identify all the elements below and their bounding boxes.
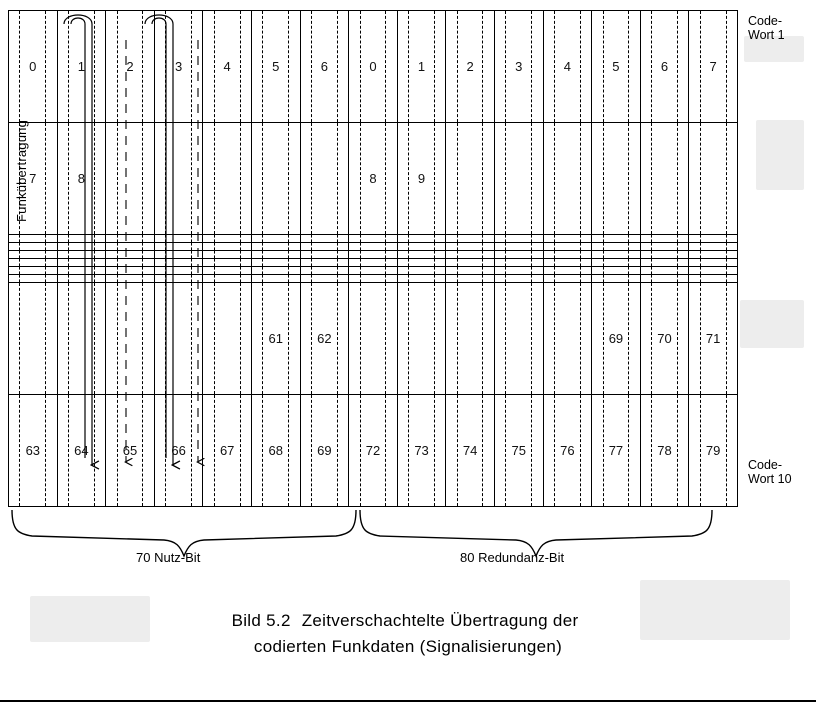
table-row [9,243,738,251]
vertical-axis-label: Funkübertragung [14,119,29,222]
cell-l-1-6 [300,123,349,235]
cell-l-1-4 [203,123,252,235]
cell-l-5-3 [154,259,203,267]
cell-l-8-0 [9,283,58,395]
cell-r-2-7 [689,235,738,243]
cell-r-3-5 [592,243,641,251]
table-row [9,235,738,243]
cell-l-1-5 [251,123,300,235]
cell-l-9-0: 63 [9,395,58,507]
table-row [9,251,738,259]
caption-line-2: codierten Funkdaten (Signalisierungen) [253,637,563,657]
cell-r-9-2: 74 [446,395,495,507]
code-word-bottom-label [748,458,792,487]
cell-r-3-7 [689,243,738,251]
brace-right-caption: 80 Redundanz-Bit [460,550,565,565]
cell-r-7-6 [640,275,689,283]
cell-r-1-4 [543,123,592,235]
cell-l-6-1 [57,267,106,275]
cell-r-0-1: 1 [397,11,446,123]
table-row [9,259,738,267]
cell-r-8-3 [494,283,543,395]
cell-l-0-0: 0 [9,11,58,123]
cell-r-4-5 [592,251,641,259]
cell-r-0-5: 5 [592,11,641,123]
cell-r-9-4: 76 [543,395,592,507]
cell-r-1-3 [494,123,543,235]
cell-l-3-4 [203,243,252,251]
cell-r-0-6: 6 [640,11,689,123]
cell-l-5-1 [57,259,106,267]
cell-r-1-7 [689,123,738,235]
cell-r-7-4 [543,275,592,283]
cell-r-8-1 [397,283,446,395]
cell-l-9-1: 64 [57,395,106,507]
table-row [9,123,738,235]
cell-r-2-5 [592,235,641,243]
cell-r-7-5 [592,275,641,283]
cell-l-0-3: 3 [154,11,203,123]
cell-l-4-1 [57,251,106,259]
cell-l-2-6 [300,235,349,243]
cell-l-8-6: 62 [300,283,349,395]
cell-l-0-1: 1 [57,11,106,123]
cell-l-6-2 [106,267,155,275]
cell-r-1-2 [446,123,495,235]
cell-l-7-6 [300,275,349,283]
cell-r-2-6 [640,235,689,243]
cell-l-2-5 [251,235,300,243]
cell-r-5-2 [446,259,495,267]
cell-r-6-0 [349,267,398,275]
scan-speckle [756,120,804,190]
cell-r-0-2: 2 [446,11,495,123]
cell-r-3-2 [446,243,495,251]
cell-l-3-1 [57,243,106,251]
cell-r-3-3 [494,243,543,251]
cell-l-6-3 [154,267,203,275]
cell-l-7-3 [154,275,203,283]
cell-r-2-1 [397,235,446,243]
cell-l-4-6 [300,251,349,259]
cell-r-7-3 [494,275,543,283]
cell-l-2-4 [203,235,252,243]
cell-r-1-0: 8 [349,123,398,235]
cell-l-3-2 [106,243,155,251]
brace-svg [8,508,748,578]
cell-l-9-3: 66 [154,395,203,507]
cell-r-9-5: 77 [592,395,641,507]
cell-r-9-7: 79 [689,395,738,507]
cell-l-2-2 [106,235,155,243]
cell-l-1-2 [106,123,155,235]
cell-r-3-1 [397,243,446,251]
cell-r-7-0 [349,275,398,283]
cell-r-4-0 [349,251,398,259]
cell-l-4-4 [203,251,252,259]
cell-r-0-3: 3 [494,11,543,123]
cell-r-6-2 [446,267,495,275]
cell-l-3-3 [154,243,203,251]
cell-r-2-2 [446,235,495,243]
cell-r-6-7 [689,267,738,275]
cell-l-6-6 [300,267,349,275]
cell-l-0-4: 4 [203,11,252,123]
cell-l-0-5: 5 [251,11,300,123]
cell-l-7-0 [9,275,58,283]
cell-r-0-0: 0 [349,11,398,123]
cell-r-9-6: 78 [640,395,689,507]
cell-l-9-5: 68 [251,395,300,507]
cell-l-2-3 [154,235,203,243]
caption-text-1: Zeitverschachtelte Übertragung der [301,611,579,630]
cell-r-9-0: 72 [349,395,398,507]
cell-r-6-1 [397,267,446,275]
cell-r-5-5 [592,259,641,267]
caption-line-1 [0,608,816,634]
cell-r-7-2 [446,275,495,283]
cell-r-3-4 [543,243,592,251]
cell-l-2-1 [57,235,106,243]
cell-r-4-4 [543,251,592,259]
cell-r-4-2 [446,251,495,259]
cell-r-1-5 [592,123,641,235]
cell-l-8-2 [106,283,155,395]
cell-l-5-6 [300,259,349,267]
table-row [9,283,738,395]
cell-l-3-5 [251,243,300,251]
cell-r-9-1: 73 [397,395,446,507]
grid-table [8,10,738,507]
cell-r-5-4 [543,259,592,267]
cell-l-3-0 [9,243,58,251]
cell-l-8-4 [203,283,252,395]
code-word-top-label [748,14,785,43]
cell-l-5-0 [9,259,58,267]
cell-r-1-1: 9 [397,123,446,235]
cell-l-6-5 [251,267,300,275]
cell-r-3-6 [640,243,689,251]
cell-r-9-3: 75 [494,395,543,507]
cell-r-4-7 [689,251,738,259]
cell-r-4-6 [640,251,689,259]
cell-r-5-7 [689,259,738,267]
cell-r-6-6 [640,267,689,275]
scan-speckle [740,300,804,348]
cell-r-2-0 [349,235,398,243]
cell-l-4-2 [106,251,155,259]
page-bottom-rule [0,700,816,702]
cell-r-7-7 [689,275,738,283]
cell-l-9-4: 67 [203,395,252,507]
cell-r-8-4 [543,283,592,395]
cell-l-4-3 [154,251,203,259]
cell-l-0-2: 2 [106,11,155,123]
cell-r-5-0 [349,259,398,267]
cell-l-1-3 [154,123,203,235]
cell-l-5-4 [203,259,252,267]
cell-r-2-4 [543,235,592,243]
table-row [9,267,738,275]
cell-r-2-3 [494,235,543,243]
cell-r-8-5: 69 [592,283,641,395]
cell-l-8-1 [57,283,106,395]
cell-r-8-7: 71 [689,283,738,395]
cell-l-7-4 [203,275,252,283]
cell-l-4-0 [9,251,58,259]
cell-r-1-6 [640,123,689,235]
cell-r-6-4 [543,267,592,275]
table-row [9,395,738,507]
cell-l-2-0 [9,235,58,243]
brace-left-caption: 70 Nutz-Bit [136,550,201,565]
cell-r-0-7: 7 [689,11,738,123]
code-word-bottom-line1: Code- [748,458,783,472]
code-word-top-line1: Code- [748,14,783,28]
cell-l-6-4 [203,267,252,275]
cell-r-0-4: 4 [543,11,592,123]
figure-caption [0,608,816,661]
cell-l-3-6 [300,243,349,251]
cell-l-4-5 [251,251,300,259]
brace-group [8,508,748,578]
code-word-top-line2: Wort 1 [748,28,785,43]
cell-l-7-5 [251,275,300,283]
cell-l-9-2: 65 [106,395,155,507]
cell-r-5-6 [640,259,689,267]
cell-l-7-1 [57,275,106,283]
table-row [9,275,738,283]
cell-r-7-1 [397,275,446,283]
table-row [9,11,738,123]
cell-r-5-1 [397,259,446,267]
cell-r-4-1 [397,251,446,259]
cell-l-7-2 [106,275,155,283]
cell-l-6-0 [9,267,58,275]
interleaving-grid [8,10,738,507]
cell-r-6-3 [494,267,543,275]
cell-l-5-5 [251,259,300,267]
cell-l-8-3 [154,283,203,395]
cell-l-1-1: 8 [57,123,106,235]
cell-r-8-0 [349,283,398,395]
cell-l-1-0: 7 [9,123,58,235]
cell-l-0-6: 6 [300,11,349,123]
cell-r-6-5 [592,267,641,275]
cell-r-8-2 [446,283,495,395]
cell-l-5-2 [106,259,155,267]
cell-r-8-6: 70 [640,283,689,395]
cell-l-9-6: 69 [300,395,349,507]
cell-r-5-3 [494,259,543,267]
cell-r-4-3 [494,251,543,259]
code-word-bottom-line2: Wort 10 [748,472,792,487]
figure-number: Bild 5.2 [231,611,291,630]
cell-l-8-5: 61 [251,283,300,395]
cell-r-3-0 [349,243,398,251]
